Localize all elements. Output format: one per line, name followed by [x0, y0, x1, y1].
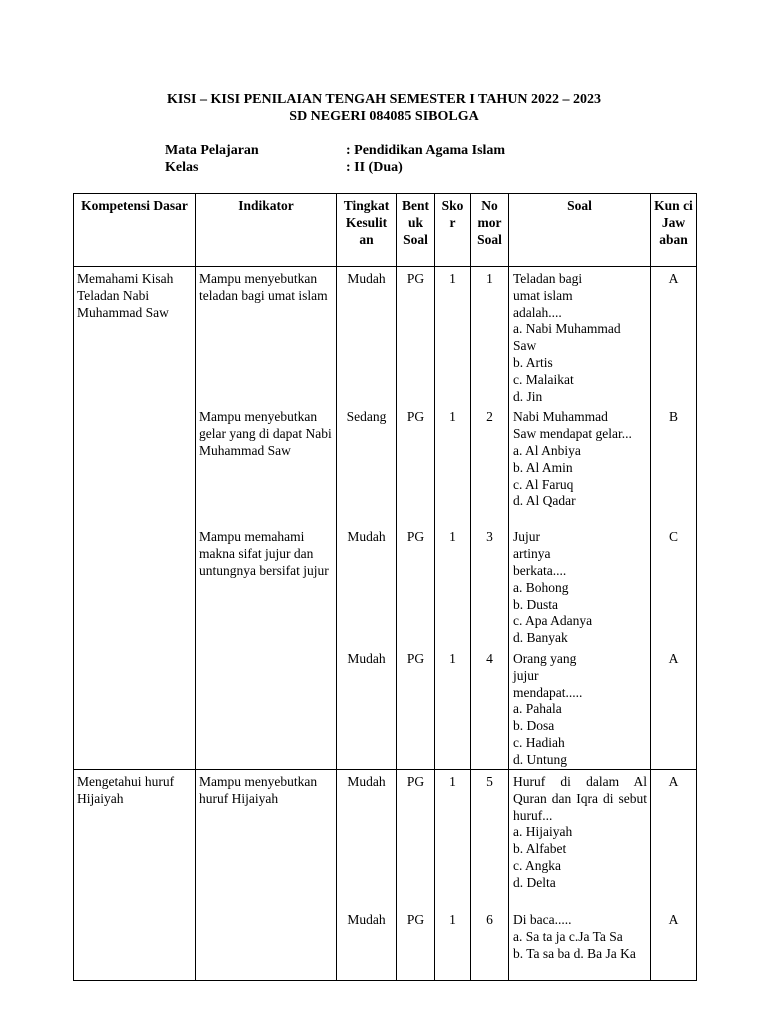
kunci-cell: A: [651, 267, 697, 406]
table-row: [74, 267, 697, 406]
option-d: d. Al Qadar: [513, 493, 576, 509]
header-bentuk: Bent uk Soal: [397, 194, 435, 267]
question-text: Jujur artinya berkata....: [513, 529, 567, 578]
class-value: : II (Dua): [346, 160, 403, 175]
bentuk-cell: PG: [397, 647, 435, 770]
assessment-grid-table: [73, 193, 697, 981]
kompetensi-cell: [74, 525, 196, 647]
school-name: SD NEGERI 084085 SIBOLGA: [289, 109, 479, 124]
question-text: Teladan bagi umat islam adalah....: [513, 271, 583, 320]
bentuk-cell: PG: [397, 908, 435, 981]
option-a: a. Bohong: [513, 579, 569, 595]
question-text: Nabi Muhammad Saw mendapat gelar...: [513, 409, 632, 442]
header-soal: Soal: [509, 194, 651, 267]
bentuk-cell: PG: [397, 405, 435, 525]
option-d: d. Untung: [513, 751, 567, 767]
option-b: b. Dusta: [513, 596, 558, 612]
option-a: a. Pahala: [513, 701, 562, 717]
soal-cell: [509, 647, 651, 770]
option-c: c. Al Faruq: [513, 476, 574, 492]
nomor-cell: 4: [471, 647, 509, 770]
kunci-cell: A: [651, 908, 697, 981]
kompetensi-cell: [74, 405, 196, 525]
option-b: b. Alfabet: [513, 841, 567, 857]
indikator-cell: Mampu menyebutkan gelar yang di dapat Nabi Muhammad Saw: [196, 405, 337, 525]
tingkat-cell: Mudah: [337, 769, 397, 908]
subject-value: : Pendidikan Agama Islam: [346, 143, 506, 158]
subject-label: Mata Pelajaran: [165, 143, 259, 158]
option-d: d. Banyak: [513, 630, 568, 646]
option-d: d. Delta: [513, 874, 556, 890]
option-ac: a. Sa ta ja c.Ja Ta Sa: [513, 928, 623, 944]
skor-cell: 1: [435, 405, 471, 525]
header-kompetensi: Kompetensi Dasar: [74, 194, 196, 267]
indikator-cell: Mampu menyebutkan huruf Hijaiyah: [196, 769, 337, 908]
kunci-cell: B: [651, 405, 697, 525]
skor-cell: 1: [435, 769, 471, 908]
option-bd: b. Ta sa ba d. Ba Ja Ka: [513, 945, 636, 961]
tingkat-cell: Sedang: [337, 405, 397, 525]
indikator-cell: [196, 647, 337, 770]
option-a: a. Nabi Muhammad Saw: [513, 321, 621, 354]
indikator-cell: Mampu menyebutkan teladan bagi umat islam: [196, 267, 337, 406]
table-row: [74, 908, 697, 981]
skor-cell: 1: [435, 908, 471, 981]
soal-cell: [509, 267, 651, 406]
bentuk-cell: PG: [397, 525, 435, 647]
option-d: d. Jin: [513, 388, 543, 404]
soal-cell: [509, 908, 651, 981]
nomor-cell: 1: [471, 267, 509, 406]
kompetensi-cell: Memahami Kisah Teladan Nabi Muhammad Saw: [74, 267, 196, 406]
bentuk-cell: PG: [397, 267, 435, 406]
option-a: a. Al Anbiya: [513, 442, 581, 458]
soal-cell: [509, 525, 651, 647]
kunci-cell: A: [651, 769, 697, 908]
kunci-cell: A: [651, 647, 697, 770]
indikator-cell: Mampu memahami makna sifat jujur dan untungnya bersifat jujur: [196, 525, 337, 647]
tingkat-cell: Mudah: [337, 647, 397, 770]
kompetensi-cell: [74, 908, 196, 981]
skor-cell: 1: [435, 525, 471, 647]
question-text: Huruf di dalam Al Quran dan Iqra di sebut huruf...: [513, 773, 647, 823]
option-c: c. Apa Adanya: [513, 613, 593, 629]
table-row: [74, 525, 697, 647]
skor-cell: 1: [435, 267, 471, 406]
soal-cell: [509, 405, 651, 525]
option-a: a. Hijaiyah: [513, 824, 573, 840]
question-text: Orang yang jujur mendapat.....: [513, 650, 583, 700]
document-title: KISI – KISI PENILAIAN TENGAH SEMESTER I TAHUN 2022 – 2023: [166, 92, 602, 107]
kompetensi-cell: [74, 647, 196, 770]
class-label: Kelas: [165, 160, 199, 175]
soal-cell: [509, 769, 651, 908]
indikator-cell: [196, 908, 337, 981]
tingkat-cell: Mudah: [337, 267, 397, 406]
header-skor: Sko r: [435, 194, 471, 267]
header-nomor: No mor Soal: [471, 194, 509, 267]
header-tingkat: Tingkat Kesulit an: [337, 194, 397, 267]
header-indikator: Indikator: [196, 194, 337, 267]
nomor-cell: 3: [471, 525, 509, 647]
option-c: c. Malaikat: [513, 371, 574, 387]
option-c: c. Angka: [513, 857, 561, 873]
table-header-row: [74, 194, 697, 267]
skor-cell: 1: [435, 647, 471, 770]
table-row: [74, 405, 697, 525]
question-text: Di baca.....: [513, 911, 572, 927]
kunci-cell: C: [651, 525, 697, 647]
option-b: b. Artis: [513, 354, 553, 370]
table-row: [74, 647, 697, 770]
tingkat-cell: Mudah: [337, 525, 397, 647]
kompetensi-cell: Mengetahui huruf Hijaiyah: [74, 769, 196, 908]
bentuk-cell: PG: [397, 769, 435, 908]
nomor-cell: 5: [471, 769, 509, 908]
nomor-cell: 6: [471, 908, 509, 981]
option-b: b. Dosa: [513, 718, 555, 734]
option-b: b. Al Amin: [513, 459, 573, 475]
tingkat-cell: Mudah: [337, 908, 397, 981]
option-c: c. Hadiah: [513, 734, 565, 750]
nomor-cell: 2: [471, 405, 509, 525]
table-row: [74, 769, 697, 908]
header-kunci: Kun ci Jaw aban: [651, 194, 697, 267]
